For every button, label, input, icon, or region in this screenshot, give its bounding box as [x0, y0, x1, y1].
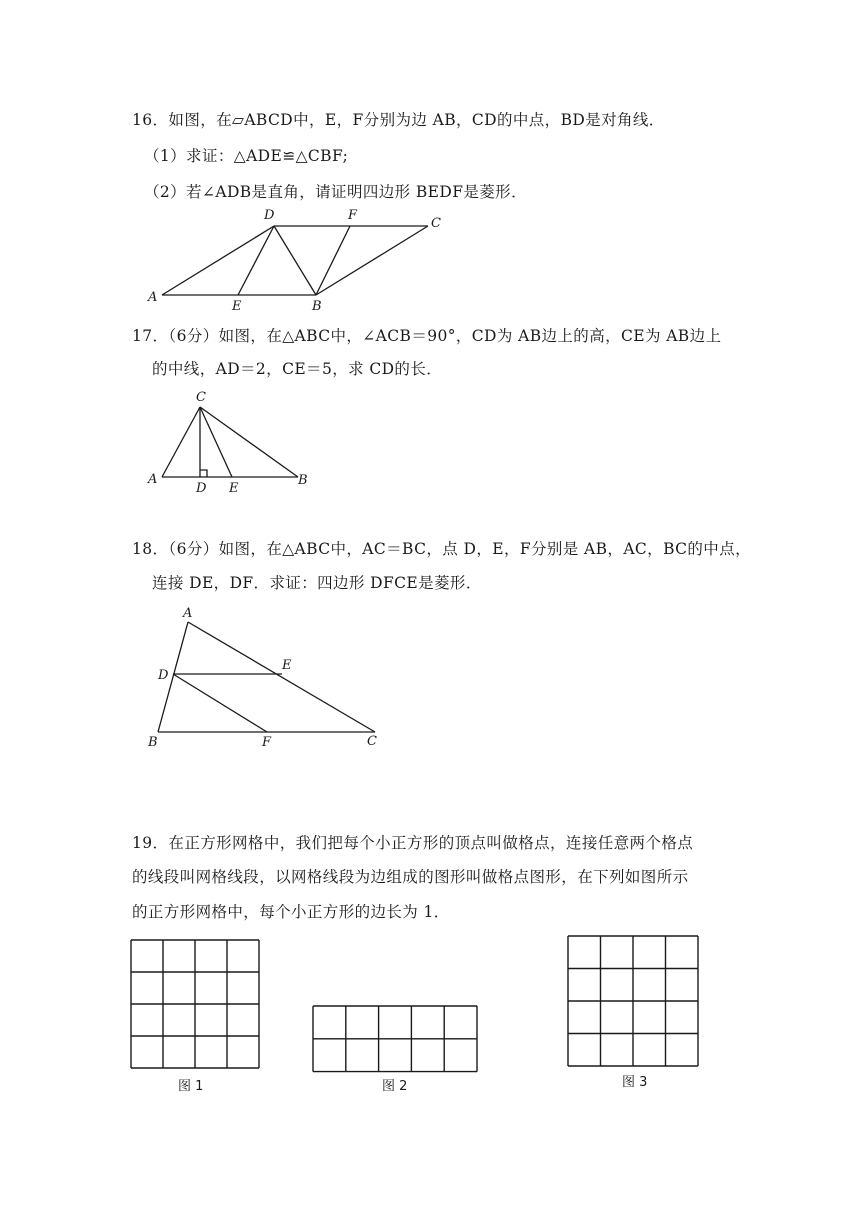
grid-figure-1 — [130, 937, 260, 1099]
point-label-a: A — [148, 290, 158, 305]
point-label-c: C — [431, 216, 441, 231]
point-label-b: B — [298, 473, 308, 488]
grid-3 — [566, 934, 698, 1094]
parallelogram-diagram — [140, 200, 460, 315]
q17-stem: 17．（6分）如图，在△ABC中，∠ACB＝90°，CD为 AB边上的高，CE为 AB边上 — [132, 327, 722, 345]
q18-stem: 18．（6分）如图，在△ABC中，AC＝BC，点 D，E，F分别是 AB，AC，BC的中点， — [132, 540, 752, 558]
segment-ad — [162, 226, 274, 295]
point-label-b: B — [312, 299, 322, 314]
q16-stem: 16．如图，在▱ABCD中，E，F分别为边 AB，CD的中点，BD是对角线． — [132, 111, 665, 129]
point-label-a: A — [148, 472, 158, 487]
q18-figure — [140, 605, 390, 750]
triangle-midpoints-diagram — [140, 605, 390, 750]
q19-stem-cont1: 的线段叫网格线段，以网格线段为边组成的图形叫做格点图形，在下列如图所示 — [132, 868, 689, 886]
point-label-d: D — [264, 208, 275, 223]
segment-cb — [200, 407, 298, 477]
q18-stem-cont: 连接 DE，DF．求证：四边形 DFCE是菱形． — [152, 574, 482, 592]
grid-2 — [312, 1004, 478, 1099]
point-label-a: A — [183, 606, 193, 621]
point-label-e: E — [282, 658, 292, 673]
q19-stem-cont2: 的正方形网格中，每个小正方形的边长为 1． — [132, 903, 450, 921]
q16-part1: （1）求证：△ADE≌△CBF; — [144, 147, 349, 165]
q19-stem: 19．在正方形网格中，我们把每个小正方形的顶点叫做格点，连接任意两个格点 — [132, 834, 694, 852]
point-label-d: D — [196, 481, 207, 496]
right-angle-mark — [200, 470, 207, 477]
segment-ac — [162, 407, 200, 477]
point-label-c: C — [367, 734, 377, 749]
right-triangle-diagram — [140, 385, 320, 495]
segment-ce — [200, 407, 232, 477]
grid-caption-3: 图 3 — [622, 1075, 648, 1090]
point-label-b: B — [148, 735, 158, 750]
q16-figure — [140, 200, 460, 315]
grid-figure-2 — [312, 1004, 478, 1099]
segment-ac — [188, 622, 375, 732]
q17-stem-cont: 的中线，AD＝2，CE＝5，求 CD的长． — [152, 360, 443, 378]
grid-1 — [130, 937, 260, 1099]
point-label-f: F — [262, 735, 272, 750]
point-label-c: C — [196, 390, 206, 405]
segment-df — [173, 674, 267, 732]
point-label-e: E — [229, 481, 239, 496]
q16-part2: （2）若∠ADB是直角，请证明四边形 BEDF是菱形． — [144, 183, 527, 201]
point-label-d: D — [158, 668, 169, 683]
point-label-f: F — [348, 208, 358, 223]
grid-caption-2: 图 2 — [382, 1079, 408, 1094]
segment-db — [274, 226, 316, 295]
grid-figure-3 — [566, 934, 698, 1094]
q17-figure — [140, 385, 320, 495]
grid-caption-1: 图 1 — [178, 1079, 204, 1094]
point-label-e: E — [232, 299, 242, 314]
